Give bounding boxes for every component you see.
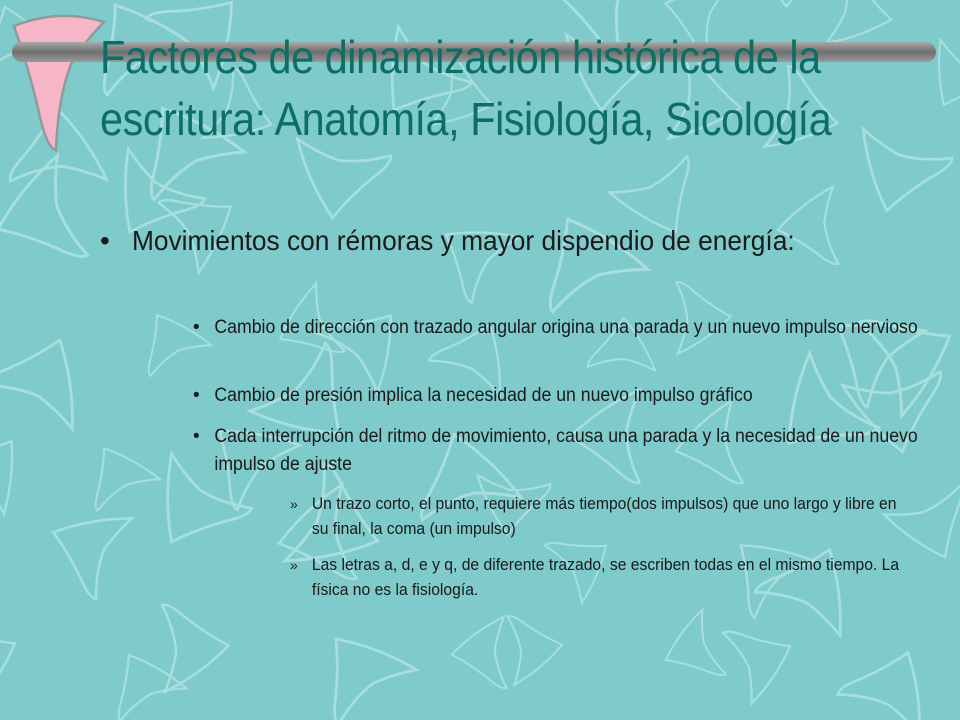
bullet-dot-icon: • <box>193 426 200 447</box>
bullet-dot-icon: • <box>193 317 200 338</box>
bullet-level2 <box>193 314 918 342</box>
boomerang-shape <box>125 148 206 232</box>
bullet-text: Cada interrupción del ritmo de movimiento, causa una parada y la necesidad de un nuevo impulso de ajuste <box>214 426 918 475</box>
bullet-dot-icon: • <box>193 385 200 406</box>
boomerang-shape <box>664 608 749 693</box>
boomerang-shape <box>478 601 564 687</box>
bullet-text: Las letras a, d, e y q, de diferente trazado, se escriben todas en el mismo tiempo. La física no es la fisiología. <box>311 556 900 599</box>
boomerang-shape <box>123 588 231 695</box>
bullet-text: Un trazo corto, el punto, requiere más tiempo(dos impulsos) que uno largo y libre en su final, la coma (un impulso) <box>311 495 897 538</box>
boomerang-shape <box>450 614 539 702</box>
boomerang-shape <box>308 635 418 720</box>
boomerang-shape <box>53 515 145 604</box>
bullet-level2 <box>193 382 913 410</box>
bullet-text: Cambio de dirección con trazado angular origina una parada y un nuevo impulso nervioso <box>214 317 918 338</box>
boomerang-shape <box>0 340 76 440</box>
sub-marker-icon: » <box>290 557 298 573</box>
boomerang-shape <box>0 153 124 283</box>
sub-marker-icon: » <box>290 496 298 512</box>
bullet-dot-icon: • <box>100 225 110 256</box>
boomerang-shape <box>938 36 960 105</box>
boomerang-shape <box>0 434 15 514</box>
bullet-level2 <box>193 423 918 479</box>
bullet-level1 <box>100 222 920 260</box>
boomerang-shape <box>0 606 18 708</box>
boomerang-shape <box>76 446 161 530</box>
boomerang-shape <box>833 652 923 720</box>
bullet-text: Cambio de presión implica la necesidad de un nuevo impulso gráfico <box>214 385 753 406</box>
boomerang-shape <box>750 0 843 8</box>
bullet-level3 <box>290 492 910 542</box>
slide-title: Factores de dinamización histórica de la escritura: Anatomía, Fisiología, Sicología <box>100 31 832 145</box>
bullet-text: Movimientos con rémoras y mayor dispendio de energía: <box>131 225 795 256</box>
boomerang-shape <box>644 268 733 356</box>
bullet-level3 <box>290 553 910 603</box>
